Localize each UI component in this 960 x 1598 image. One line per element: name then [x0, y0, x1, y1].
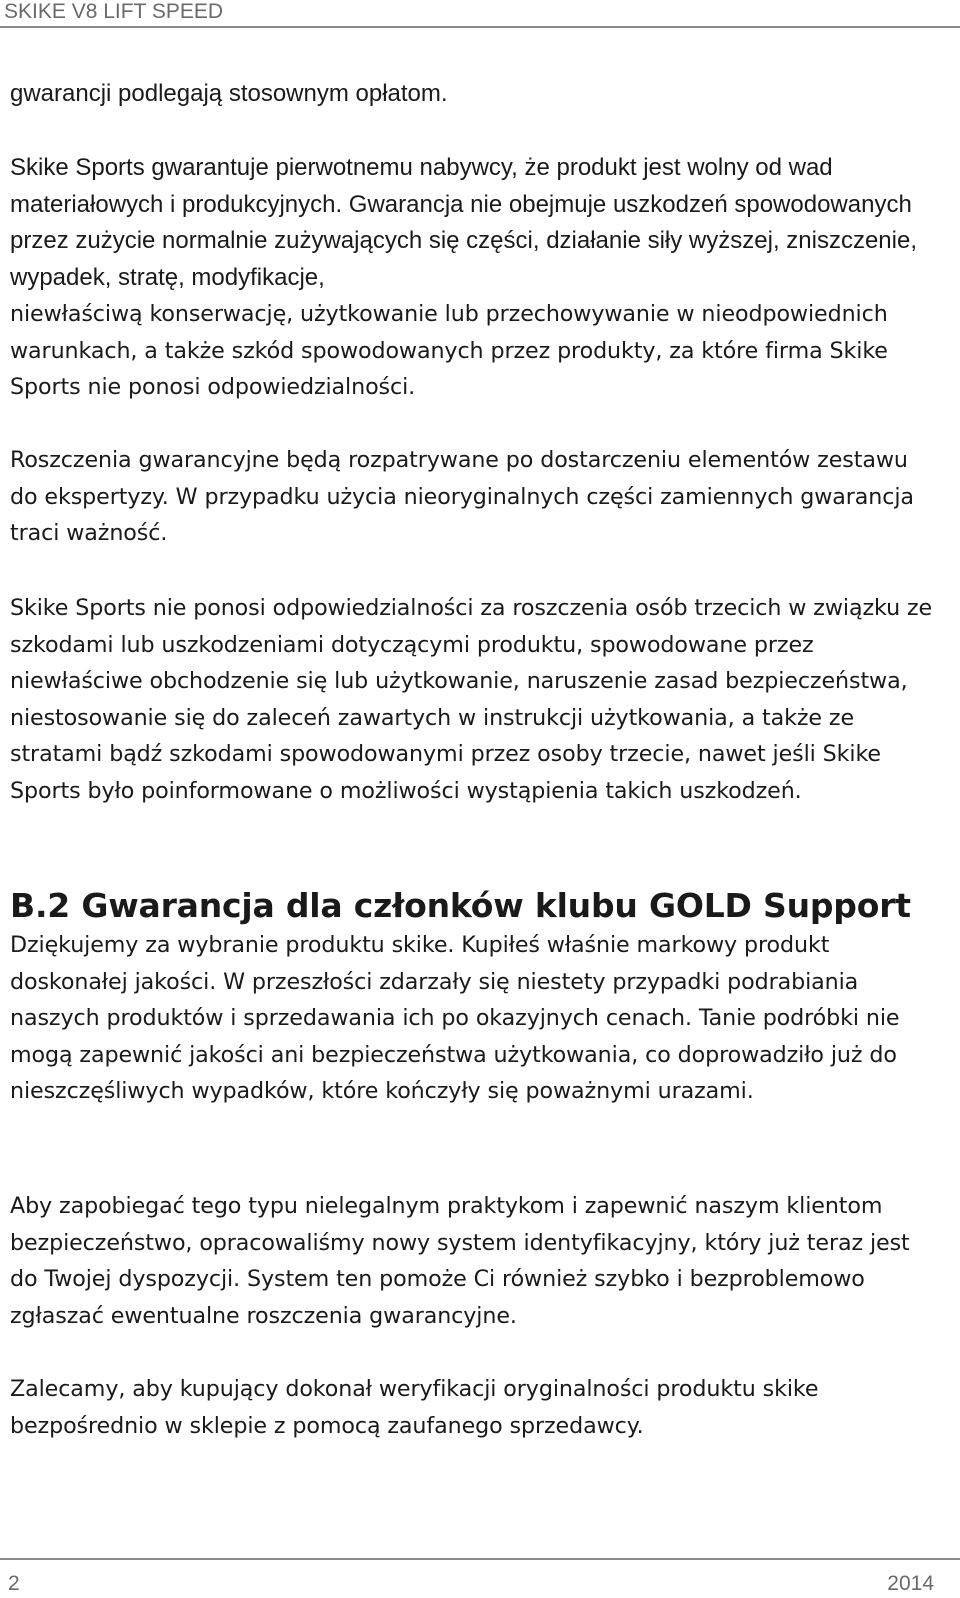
section-heading: B.2 Gwarancja dla członków klubu GOLD Support — [10, 886, 911, 925]
paragraph-warranty-scope-part1: Skike Sports gwarantuje pierwotnemu nabywcy, że produkt jest wolny od wad materiałowych i produkcyjnych. Gwarancja nie obejmuje uszkodzeń spowodowanych przez zużycie normalnie zużywających się części, działanie siły wyższej, zniszczenie, wypadek, stratę, modyfikacje, — [10, 154, 917, 291]
page-footer — [0, 1558, 960, 1598]
paragraph-verification: Zalecamy, aby kupujący dokonał weryfikacji oryginalności produktu skike bezpośrednio w sklepie z pomocą zaufanego sprzedawcy. — [10, 1376, 819, 1439]
verification-block — [10, 1371, 940, 1444]
document-title: SKIKE V8 LIFT SPEED — [4, 0, 224, 23]
paragraph-warranty-scope-part2: niewłaściwą konserwację, użytkowanie lub przechowywanie w nieodpowiednich warunkach, a także szkód spowodowanych przez produkty, za które firma Skike Sports nie ponosi odpowiedzialności. — [10, 301, 888, 400]
paragraph-claims: Roszczenia gwarancyjne będą rozpatrywane po dostarczeniu elementów zestawu do ekspertyzy. W przypadku użycia nieoryginalnych części zamiennych gwarancja traci ważność. — [10, 447, 914, 546]
paragraph-liability: Skike Sports nie ponosi odpowiedzialności za roszczenia osób trzecich w związku ze szkodami lub uszkodzeniami dotyczącymi produktu, spowodowane przez niewłaściwe obchodzenie się lub użytkowanie, naruszenie zasad bezpieczeństwa, niestosowanie się do zaleceń zawartych w instrukcji użytkowania, a także ze stratami bądź szkodami spowodowanymi przez osoby trzecie, nawet jeśli Skike Sports było poinformowane o możliwości wystąpienia takich uszkodzeń. — [10, 595, 933, 804]
identification-block — [10, 1188, 940, 1334]
liability-block — [10, 590, 940, 809]
page-number: 2 — [8, 1572, 20, 1595]
warranty-text-block — [10, 150, 940, 406]
paragraph-fees: gwarancji podlegają stosownym opłatom. — [10, 80, 448, 107]
claims-block — [10, 442, 940, 552]
paragraph-thanks: Dziękujemy za wybranie produktu skike. Kupiłeś właśnie markowy produkt doskonałej jakości. W przeszłości zdarzały się niestety przypadki podrabiania naszych produktów i sprzedawania ich po okazyjnych cenach. Tanie podróbki nie mogą zapewnić jakości ani bezpieczeństwa użytkowania, co doprowadziło już do nieszczęśliwych wypadków, które kończyły się poważnymi urazami. — [10, 932, 900, 1104]
warranty-text-intro — [10, 76, 940, 113]
paragraph-identification-system: Aby zapobiegać tego typu nielegalnym praktykom i zapewnić naszym klientom bezpieczeństwo, opracowaliśmy nowy system identyfikacyjny, który już teraz jest do Twojej dyspozycji. System ten pomoże Ci również szybko i bezproblemowo zgłaszać ewentualne roszczenia gwarancyjne. — [10, 1193, 910, 1329]
section-b2 — [10, 886, 940, 1110]
footer-year: 2014 — [887, 1572, 934, 1595]
page-header — [0, 0, 960, 28]
